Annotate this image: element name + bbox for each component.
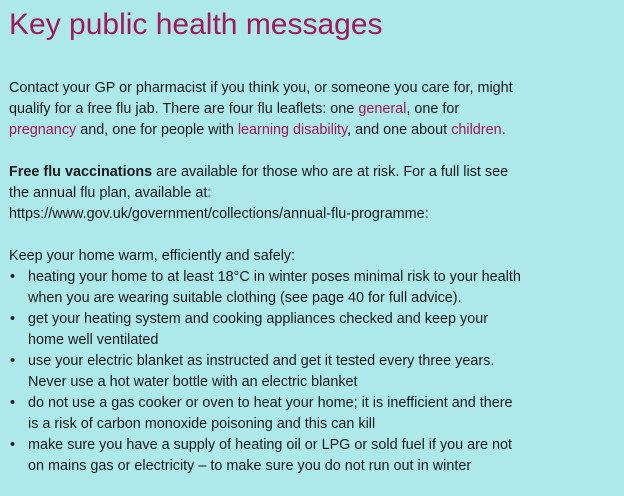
list-item-line-2: when you are wearing suitable clothing (see page 40 for full advice). [28,290,462,306]
link-general[interactable]: general [358,101,407,117]
list-item-line-2: home well ventilated [28,332,159,348]
bullet-icon: • [10,269,16,285]
list-item-line-1: make sure you have a supply of heating oil or LPG or sold fuel if you are not [28,437,512,453]
vaccinations-text-1: are available for those who are at risk. For a full list see [152,164,509,180]
gp-text-after-learning: , and one about [347,122,452,138]
home-warm-intro: Keep your home warm, efficiently and safely: [9,248,296,264]
gp-text-after-pregnancy: and, one for people with [76,122,238,138]
list-item-line-1: heating your home to at least 18°C in winter poses minimal risk to your health [28,269,521,285]
gp-paragraph [9,78,610,141]
link-learning-disability[interactable]: learning disability [237,122,348,138]
page-title: Key public health messages [9,8,383,41]
list-item [9,267,610,309]
list-item-line-2: on mains gas or electricity – to make sure you do not run out in winter [28,458,472,474]
list-item [9,393,610,435]
list-item [9,309,610,351]
list-item [9,351,610,393]
link-pregnancy[interactable]: pregnancy [9,122,77,138]
link-children[interactable]: children [451,122,502,138]
bullet-icon: • [10,437,16,453]
flu-programme-url: https://www.gov.uk/government/collections/annual-flu-programme: [9,206,429,222]
list-item-line-2: is a risk of carbon monoxide poisoning and this can kill [28,416,376,432]
list-item-line-2: Never use a hot water bottle with an electric blanket [28,374,358,390]
gp-text-line-1: Contact your GP or pharmacist if you think you, or someone you care for, might [9,80,513,96]
list-item-line-1: use your electric blanket as instructed and get it tested every three years. [28,353,495,369]
vaccinations-paragraph [9,162,610,225]
bullet-icon: • [10,311,16,327]
list-item-line-1: get your heating system and cooking appliances checked and keep your [28,311,488,327]
vaccinations-text-2: the annual flu plan, available at: [9,185,212,201]
gp-text-after-general: , one for [406,101,460,117]
bullet-icon: • [10,353,16,369]
bullet-icon: • [10,395,16,411]
gp-text-line-2: qualify for a free flu jab. There are four flu leaflets: one [9,101,359,117]
home-warm-list [9,267,610,477]
gp-text-end: . [501,122,506,138]
list-item [9,435,610,477]
vaccinations-heading: Free flu vaccinations [9,164,153,180]
list-item-line-1: do not use a gas cooker or oven to heat your home; it is inefficient and there [28,395,513,411]
